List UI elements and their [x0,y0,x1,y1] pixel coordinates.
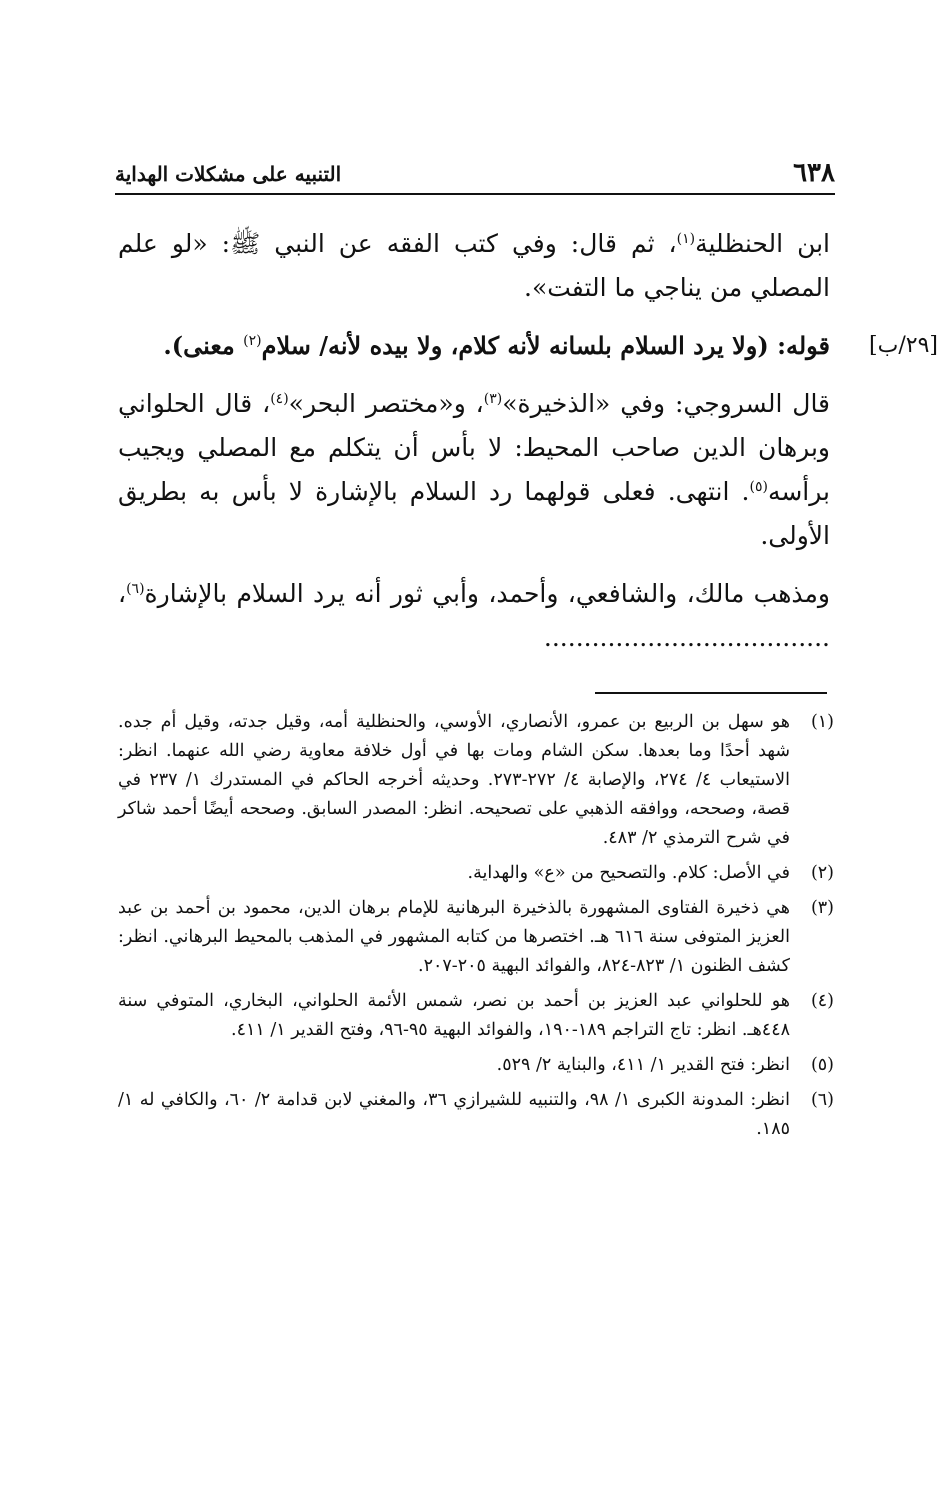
paragraph-1-text-a: ابن الحنظلية [695,229,831,258]
footnote-divider [595,692,827,694]
paragraph-3-text-a: ومذهب مالك، والشافعي، وأحمد، وأبي ثور أنه يرد السلام بالإشارة [144,579,830,608]
paragraph-3-text-b: ، .................................... [118,579,830,652]
footnote-ref-3: (٣) [483,391,503,407]
footnote-text: هو سهل بن الربيع بن عمرو، الأنصاري، الأوسي، والحنظلية أمه، وقيل جدته، وقيل أم جده. شهد أحدًا وما بعدها. سكن الشام ومات بها في أول خلافة معاوية رضي الله عنهما. انظر: الاستيعاب ٤/ ٢٧٤، والإصابة ٤/ ٢٧٢-٢٧٣. وحديثه أخرجه الحاكم في المستدرك ١/ ٢٣٧ في قصة، وصححه، ووافقه الذهبي على تصحيحه. انظر: المصدر السابق. وصححه أيضًا أحمد شاكر في شرح الترمذي ٢/ ٤٨٣. [118,712,790,848]
footnote-number: (٣) [810,898,834,918]
running-header [115,148,835,188]
footnote-number: (٢) [810,863,834,883]
footnote-text: هو للحلواني عبد العزيز بن أحمد بن نصر، شمس الأئمة الحلواني، البخاري، المتوفي سنة ٤٤٨هـ. انظر: تاج التراجم ١٨٩-١٩٠، والفوائد البهية ٩٥-٩٦، وفتح القدير ١/ ٤١١. [118,991,790,1040]
footnote-text: هي ذخيرة الفتاوى المشهورة بالذخيرة البرهانية للإمام برهان الدين، محمود بن أحمد بن عبد العزيز المتوفى سنة ٦١٦ هـ. اختصرها من كتابه المشهور في المذهب بالمحيط البرهاني. انظر: كشف الظنون ١/ ٨٢٣-٨٢٤، والفوائد البهية ٢٠٥-٢٠٧. [118,898,790,976]
matn-quote [118,324,938,368]
footnote-text: في الأصل: كلام. والتصحيح من «ع» والهداية. [467,863,790,883]
footnote-number: (٥) [810,1055,834,1075]
footnote-number: (٤) [810,991,834,1011]
paragraph-1 [118,222,830,310]
footnote-ref-5: (٥) [749,479,768,495]
main-text [118,222,938,674]
footnote [118,987,834,1045]
paragraph-2 [118,382,830,558]
footnote-number: (٦) [810,1090,834,1110]
footnote [118,894,834,981]
footnote-text: انظر: فتح القدير ١/ ٤١١، والبناية ٢/ ٥٢٩. [496,1055,790,1075]
footnote [118,708,834,853]
paragraph-2-text-c: ، قال الحلواني وبرهان الدين صاحب المحيط: لا بأس أن يتكلم مع المصلي ويجيب برأسه [118,389,830,506]
paragraph-2-text-b: ، و«مختصر البحر» [288,389,484,418]
footnote [118,859,834,888]
paragraph-2-text-d: . انتهى. فعلى قولهما رد السلام بالإشارة لا بأس به بطريق الأولى. [118,477,830,550]
matn-quote-text-b: معنى). [163,331,244,360]
footnote-text: انظر: المدونة الكبرى ١/ ٩٨، والتنبيه للشيرازي ٣٦، والمغني لابن قدامة ٢/ ٦٠، والكافي له ١/ ١٨٥. [118,1090,790,1139]
footnote [118,1051,834,1080]
running-title: التنبيه على مشكلات الهداية [115,162,342,186]
footnote [118,1086,834,1144]
paragraph-3 [118,572,830,660]
footnote-ref-1: (١) [676,231,696,247]
manuscript-folio-marker: [٢٩/ب] [869,333,938,358]
footnotes [118,708,834,1150]
page-number: ٦٣٨ [793,158,835,188]
header-divider [115,193,835,195]
matn-quote-text-a: قوله: (ولا يرد السلام بلسانه لأنه كلام، ولا بيده لأنه/ سلام [261,331,830,360]
paragraph-1-text-b: ، ثم قال: وفي كتب الفقه عن النبي ﷺ: «لو علم المصلي من يناجي ما التفت». [118,229,830,302]
footnote-ref-2: (٢) [243,333,262,349]
footnote-number: (١) [810,712,834,732]
footnote-ref-6: (٦) [126,581,145,597]
footnote-ref-4: (٤) [270,391,289,407]
paragraph-2-text-a: قال السروجي: وفي «الذخيرة» [502,389,831,418]
